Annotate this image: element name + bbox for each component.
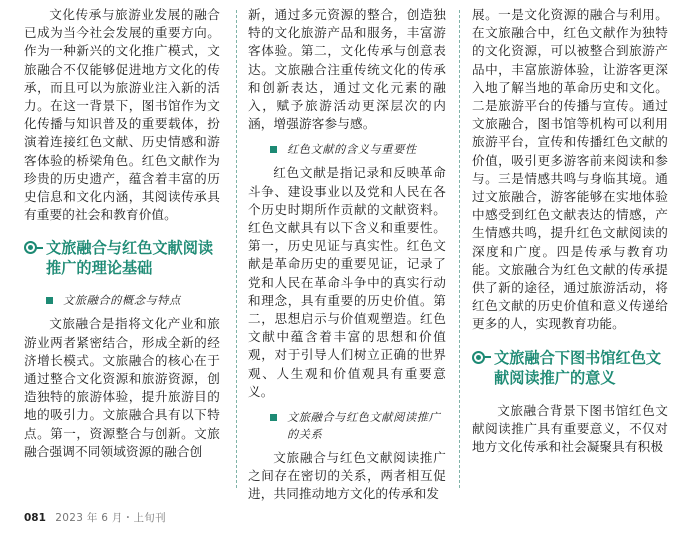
- subsection-heading-text: 红色文献的含义与重要性: [287, 143, 417, 157]
- subsection-heading: [248, 141, 446, 158]
- column-3: [472, 6, 668, 456]
- body-paragraph: 文旅融合是指将文化产业和旅游业两者紧密结合，形成全新的经济增长模式。文旅融合的核心在于通过整合文化资源和旅游资源，创造独特的旅游体验，提升旅游目的地的吸引力。文旅融合具有以下特点。第一，资源整合与创新。文旅融合强调不同领域资源的融合创: [24, 316, 220, 459]
- section-heading: [24, 238, 220, 278]
- section-bullet-icon: [472, 351, 485, 364]
- body-paragraph: 展。一是文化资源的融合与利用。在文旅融合中，红色文献作为独特的文化资源，可以被整合到旅游产品中，丰富旅游体验，让游客更深入地了解当地的革命历史和文化。二是旅游平台的传播与宣传。通过文旅融合，图书馆等机构可以利用旅游平台，宣传和传播红色文献的价值，吸引更多游客前来阅读和参与。三是情感共鸣与身临其境。通过文旅融合，游客能够在实地体验中感受到红色文献表达的情感，产生情感共鸣，提升红色文献阅读的深度和广度。四是传承与教育功能。文旅融合为红色文献的传承提供了新的途径，通过旅游活动，将红色文献的历史价值和意义传递给更多的人，实现教育功能。: [472, 7, 668, 332]
- column-divider: [459, 10, 460, 488]
- subsection-heading-text: 文旅融合与红色文献阅读推广的关系: [287, 411, 441, 442]
- issue-info: 2023 年 6 月・上旬刊: [55, 512, 166, 524]
- section-heading-text: 文旅融合下图书馆红色文献阅读推广的意义: [494, 348, 662, 387]
- square-bullet-icon: [270, 414, 277, 421]
- column-divider: [236, 10, 237, 488]
- body-paragraph: 红色文献是指记录和反映革命斗争、建设事业以及党和人民在各个历史时期所作贡献的文献资料。红色文献具有以下含义和重要性。第一，历史见证与真实性。红色文献是革命历史的重要见证，记录了党和人民在革命斗争中的真实行动和理念，具有重要的历史价值。第二，思想启示与价值观塑造。红色文献中蕴含着丰富的思想和价值观，对于引导人们树立正确的世界观、人生观和价值观具有重要意义。: [248, 165, 446, 399]
- page-number: 081: [24, 512, 46, 524]
- page-footer: [24, 510, 166, 525]
- subsection-heading: [248, 409, 446, 443]
- column-1: [24, 6, 220, 461]
- subsection-heading: [24, 292, 220, 309]
- body-paragraph: 文旅融合背景下图书馆红色文献阅读推广具有重要意义，不仅对地方文化传承和社会凝聚具有积极: [472, 402, 668, 455]
- section-heading-text: 文旅融合与红色文献阅读推广的理论基础: [46, 239, 214, 278]
- square-bullet-icon: [270, 146, 277, 153]
- square-bullet-icon: [46, 297, 53, 304]
- body-paragraph: 文化传承与旅游业发展的融合已成为当今社会发展的重要方向。作为一种新兴的文化推广模式，文旅融合不仅能够促进地方文化的传承，而且可以为旅游业注入新的活力。在这一背景下，图书馆作为文化传播与知识普及的重要载体，扮演着连接红色文献、历史情感和游客体验的桥梁角色。红色文献作为珍贵的历史遗产，蕴含着丰富的历史信息和文化内涵，其阅读传承具有重要的社会和教育价值。: [24, 7, 220, 223]
- subsection-heading-text: 文旅融合的概念与特点: [63, 294, 181, 308]
- body-paragraph: 新，通过多元资源的整合，创造独特的文化旅游产品和服务，丰富游客体验。第二，文化传承与创意表达。文旅融合注重传统文化的传承和创新表达，通过文化元素的融入，赋予旅游活动更深层次的内涵，增强游客参与感。: [248, 7, 446, 132]
- section-heading: [472, 348, 668, 388]
- body-paragraph: 文旅融合与红色文献阅读推广之间存在密切的关系，两者相互促进，共同推动地方文化的传承和发: [248, 450, 446, 502]
- section-bullet-icon: [24, 241, 37, 254]
- column-2: [248, 6, 446, 504]
